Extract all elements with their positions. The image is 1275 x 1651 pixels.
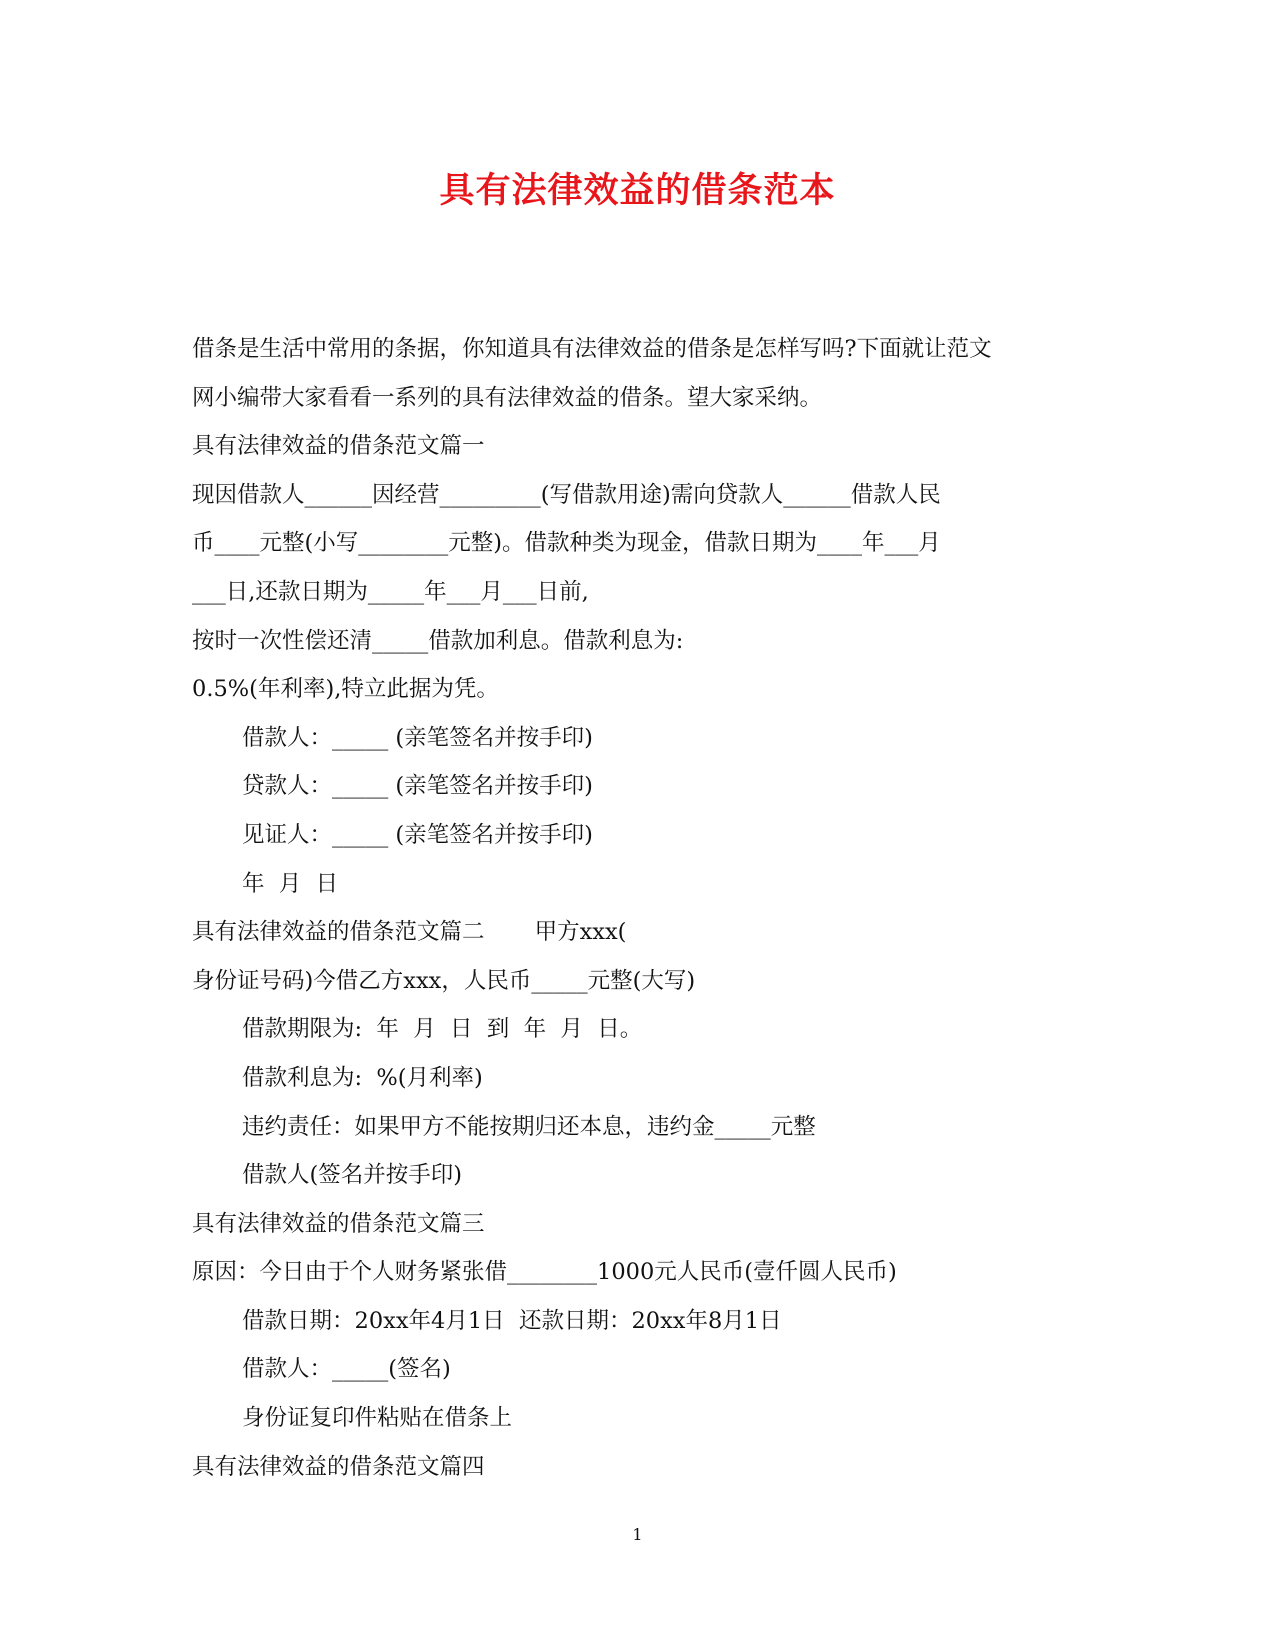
paragraph-line: 按时一次性偿还清_____借款加利息。借款利息为: <box>192 627 684 654</box>
section-heading-3: 具有法律效益的借条范文篇三 <box>192 1210 485 1237</box>
paragraph-line: 0.5%(年利率),特立此据为凭。 <box>192 676 499 703</box>
paragraph-line: ___日,还款日期为_____年___月___日前, <box>192 578 589 605</box>
document-body <box>192 325 1092 1491</box>
section-heading-4: 具有法律效益的借条范文篇四 <box>192 1453 485 1480</box>
signature-line-borrower-3: 借款人：_____(签名) <box>242 1356 451 1383</box>
section-heading-1: 具有法律效益的借条范文篇一 <box>192 433 485 460</box>
intro-line-1: 借条是生活中常用的条据，你知道具有法律效益的借条是怎样写吗?下面就让范文 <box>192 336 992 362</box>
loan-term-line: 借款期限为: 年 月 日 到 年 月 日。 <box>242 1016 643 1043</box>
id-copy-note: 身份证复印件粘贴在借条上 <box>242 1405 513 1432</box>
signature-line-borrower-2: 借款人(签名并按手印) <box>242 1162 463 1189</box>
document-title: 具有法律效益的借条范本 <box>439 170 836 211</box>
intro-line-2: 网小编带大家看看一系列的具有法律效益的借条。望大家采纳。 <box>192 384 823 411</box>
signature-line-lender: 贷款人：_____ (亲笔签名并按手印) <box>242 773 593 800</box>
penalty-line: 违约责任：如果甲方不能按期归还本息，违约金_____元整 <box>242 1113 816 1140</box>
paragraph-line: 身份证号码)今借乙方xxx，人民币_____元整(大写) <box>192 967 696 994</box>
date-line: 年 月 日 <box>242 870 339 897</box>
paragraph-line: 币____元整(小写________元整)。借款种类为现金，借款日期为____年___月 <box>192 530 941 557</box>
signature-line-borrower: 借款人：_____ (亲笔签名并按手印) <box>242 724 593 751</box>
page-number: 1 <box>632 1525 643 1544</box>
paragraph-line: 现因借款人______因经营_________(写借款用途)需向贷款人______借款人民 <box>192 481 941 508</box>
interest-line: 借款利息为: %(月利率) <box>242 1064 483 1091</box>
paragraph-line: 原因：今日由于个人财务紧张借________1000元人民币(壹仟圆人民币) <box>192 1259 897 1286</box>
signature-line-witness: 见证人：_____ (亲笔签名并按手印) <box>242 821 593 848</box>
dates-line: 借款日期：20xx年4月1日 还款日期：20xx年8月1日 <box>242 1307 782 1334</box>
section-heading-2: 具有法律效益的借条范文篇二 甲方xxx( <box>192 919 627 946</box>
